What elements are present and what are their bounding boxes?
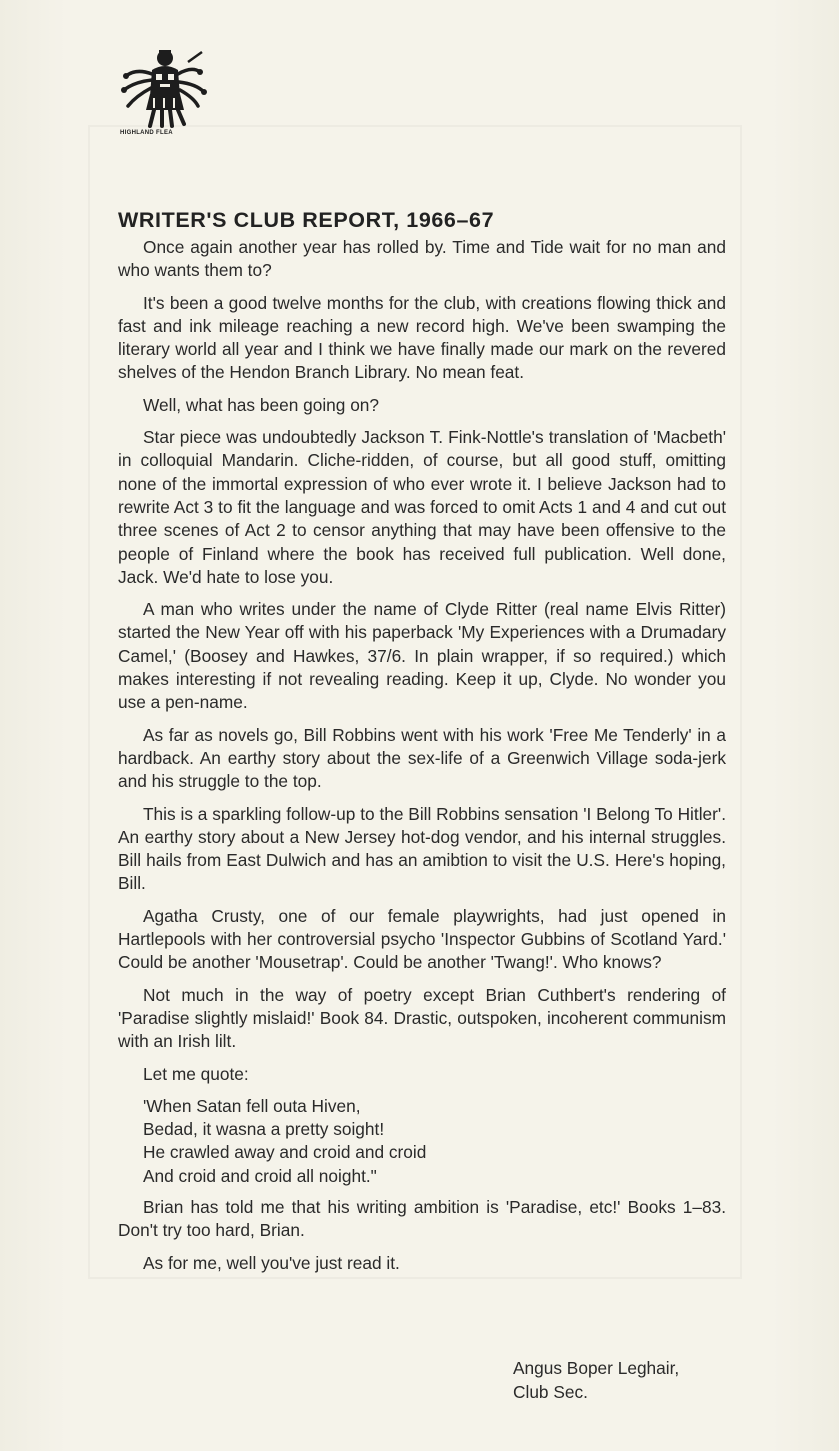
paragraph-question: Well, what has been going on? <box>143 394 380 415</box>
poem-line: He crawled away and croid and croid <box>143 1142 427 1163</box>
flea-figure-icon <box>118 48 210 130</box>
paragraph-ambition: Brian has told me that his writing ambition is 'Paradise, etc!' Books 1–83. Don't try too hard, Brian. <box>118 1196 726 1241</box>
poem-line: Bedad, it wasna a pretty soight! <box>143 1119 385 1140</box>
paragraph-clyde-ritter: A man who writes under the name of Clyde Ritter (real name Elvis Ritter) started the New Year off with his paperback 'My Experiences with a Drumadary Camel,' (Boosey and Hawkes, 37/6. In plain wrapper, if so required.) which makes interesting if not revealing reading. Keep it up, Clyde. No wonder you use a pen-name. <box>118 599 726 713</box>
paragraph-novels: As far as novels go, Bill Robbins went with his work 'Free Me Tenderly' in a hardback. An earthy story about the sex-life of a Greenwich Village soda-jerk and his struggle to the top. <box>118 724 726 792</box>
report-article <box>118 206 726 1284</box>
paragraph-club-year: It's been a good twelve months for the club, with creations flowing thick and fast and ink mileage reaching a new record high. We've been swamping the literary world all year and I think we have finally made our mark on the revered shelves of the Hendon Branch Library. No mean feat. <box>118 292 726 383</box>
paragraph-closing: As for me, well you've just read it. <box>143 1252 400 1273</box>
paragraph-poetry: Not much in the way of poetry except Brian Cuthbert's rendering of 'Paradise slightly mislaid!' Book 84. Drastic, outspoken, incoherent communism with an Irish lilt. <box>118 984 726 1052</box>
poem-quote <box>118 1095 726 1188</box>
paragraph-follow-up: This is a sparkling follow-up to the Bill Robbins sensation 'I Belong To Hitler'. An earthy story about a New Jersey hot-dog vendor, and his internal struggles. Bill hails from East Dulwich and has an amibtion to visit the U.S. Here's hoping, Bill. <box>118 803 726 894</box>
highland-flea-logo <box>118 48 210 144</box>
paragraph-macbeth: Star piece was undoubtedly Jackson T. Fink-Nottle's translation of 'Macbeth' in colloquial Mandarin. Cliche-ridden, of course, but all good stuff, omitting none of the immortal expression of who ever wrote it. I believe Jackson had to rewrite Act 3 to fit the language and was forced to omit Acts 1 and 4 and cut out three scenes of Act 2 to censor anything that may have been offensive to the people of Finland where the book has received full publication. Well done, Jack. We'd hate to lose you. <box>118 427 726 587</box>
report-title: WRITER'S CLUB REPORT, 1966–67 <box>118 208 495 232</box>
paragraph-playwright: Agatha Crusty, one of our female playwrights, had just opened in Hartlepools with her controversial psycho 'Inspector Gubbins of Scotland Yard.' Could be another 'Mousetrap'. Could be another 'Twang!'. Who knows? <box>118 905 726 973</box>
signature-name: Angus Boper Leghair, <box>513 1358 680 1378</box>
quote-intro: Let me quote: <box>143 1063 249 1084</box>
logo-caption: HIGHLAND FLEA <box>120 130 173 136</box>
poem-line: And croid and croid all noight." <box>143 1165 377 1186</box>
signature-block <box>513 1356 679 1404</box>
signature-role: Club Sec. <box>513 1382 588 1402</box>
paragraph-intro: Once again another year has rolled by. Time and Tide wait for no man and who wants them to? <box>118 237 726 281</box>
poem-line: 'When Satan fell outa Hiven, <box>143 1095 361 1116</box>
